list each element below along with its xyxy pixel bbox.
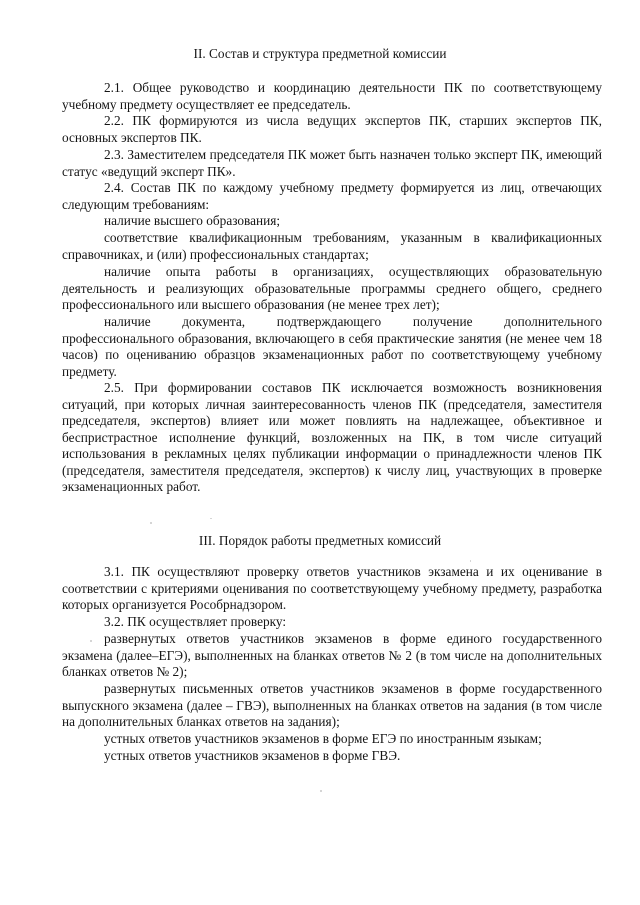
requirement-qualification: соответствие квалификационным требованиям, указанным в квалификационных справочниках, и (или) профессиональных стандартах; <box>62 230 602 262</box>
paragraph-3-2: 3.2. ПК осуществляет проверку: <box>104 614 287 629</box>
section-3-heading: III. Порядок работы предметных комиссий <box>198 533 442 548</box>
list-item-ege-written: развернутых ответов участников экзаменов в форме единого государственного экзамена (далее–ЕГЭ), выполненных на бланках ответов № 2 (в том числе на дополнительных бланках ответов № 2); <box>62 631 602 679</box>
list-item-gve-written: развернутых письменных ответов участников экзаменов в форме государственного выпускного экзамена (далее – ГВЭ), выполненных на бланках ответов на задания (в том числе на дополнительных бланках ответов на задания); <box>62 681 602 729</box>
list-item-gve-oral: устных ответов участников экзаменов в форме ГВЭ. <box>104 748 401 763</box>
scan-speck <box>320 790 322 792</box>
scan-speck <box>150 522 152 524</box>
list-item-ege-oral: устных ответов участников экзаменов в форме ЕГЭ по иностранным языкам; <box>104 731 542 746</box>
paragraph-3-1: 3.1. ПК осуществляют проверку ответов участников экзамена и их оценивание в соответствии с критериями оценивания по соответствующему учебному предмету, разработка которых организуется Рособрнадзором. <box>62 564 602 612</box>
section-2-heading: II. Состав и структура предметной комиссии <box>193 46 447 61</box>
scan-speck <box>210 518 212 519</box>
paragraph-2-4: 2.4. Состав ПК по каждому учебному предмету формируется из лиц, отвечающих следующим требованиям: <box>62 180 602 212</box>
paragraph-2-5: 2.5. При формировании составов ПК исключается возможность возникновения ситуаций, при которых личная заинтересованность членов ПК (председателя, заместителя председателя, экспертов) влияет или может повлиять на надлежащее, объективное и беспристрастное исполнение функций, возложенных на ПК, в том числе ситуаций использования в рекламных целях публикации информации о принадлежности членов ПК (председателя, заместителя председателя, экспертов) к числу лиц, участвующих в проверке экзаменационных работ. <box>62 380 602 494</box>
requirement-higher-education: наличие высшего образования; <box>104 213 281 228</box>
paragraph-2-3: 2.3. Заместителем председателя ПК может быть назначен только эксперт ПК, имеющий статус «ведущий эксперт ПК». <box>62 147 602 179</box>
requirement-work-experience: наличие опыта работы в организациях, осуществляющих образовательную деятельность и реализующих образовательные программы среднего общего, среднего профессионального или высшего образования (не менее трех лет); <box>62 264 602 312</box>
scan-speck <box>90 640 92 642</box>
scan-speck <box>470 560 471 562</box>
paragraph-2-2: 2.2. ПК формируются из числа ведущих экспертов ПК, старших экспертов ПК, основных экспертов ПК. <box>62 113 602 145</box>
requirement-additional-education: наличие документа, подтверждающего получение дополнительного профессионального образования, включающего в себя практические занятия (не менее чем 18 часов) по оцениванию образцов экзаменационных работ по соответствующему учебному предмету. <box>62 314 602 379</box>
paragraph-2-1: 2.1. Общее руководство и координацию деятельности ПК по соответствующему учебному предмету осуществляет ее председатель. <box>62 80 602 112</box>
